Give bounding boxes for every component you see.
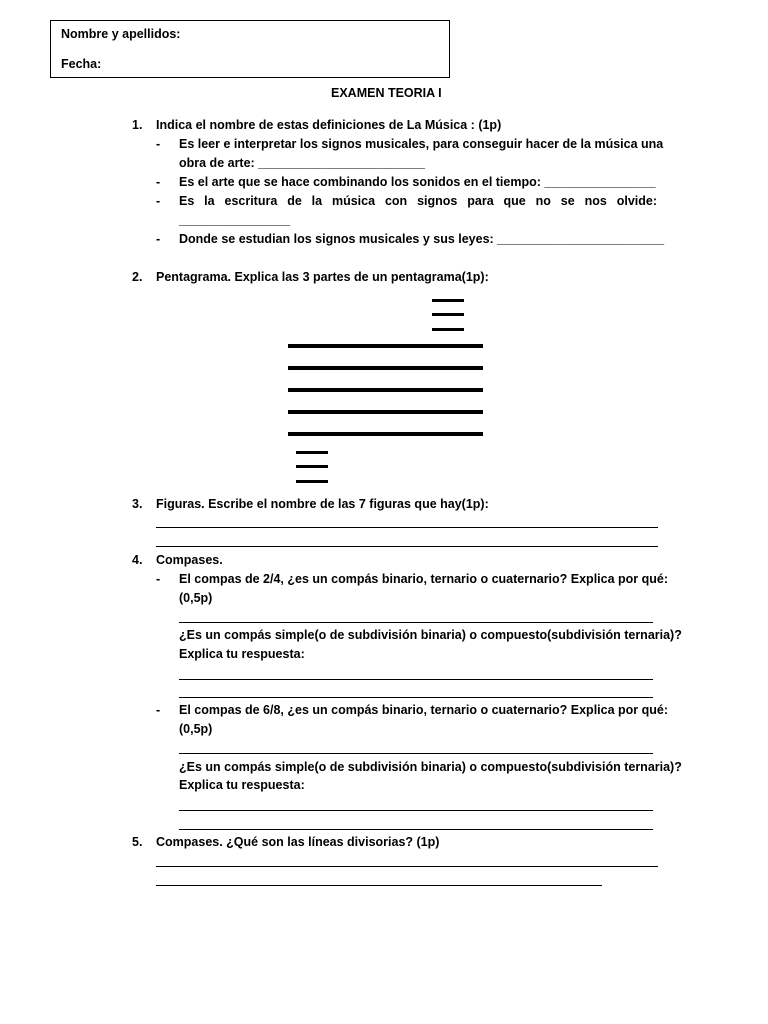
sub-question: ¿Es un compás simple(o de subdivisión binaria) o compuesto(subdivisión ternaria)?: [179, 760, 682, 774]
question-title: [156, 834, 439, 850]
answer-line[interactable]: [156, 527, 658, 528]
definition-item-continued: ________________: [179, 213, 291, 227]
bullet: -: [156, 175, 161, 189]
bullet: -: [156, 232, 161, 246]
answer-line[interactable]: [156, 885, 602, 886]
definition-item: Donde se estudian los signos musicales y sus leyes: ________________________: [179, 232, 665, 246]
ledger-line-below: [296, 465, 328, 468]
bullet: -: [156, 137, 161, 151]
question-title-bold: Pentagrama.: [156, 270, 232, 284]
bullet: -: [156, 572, 161, 586]
question-title-rest: Escribe el nombre de las 7 figuras que hay(1p):: [204, 497, 489, 511]
answer-line[interactable]: [156, 546, 658, 547]
sub-question-prompt: Explica tu respuesta:: [179, 647, 305, 661]
staff-line: [288, 410, 483, 414]
question-title: [156, 269, 489, 285]
staff-line: [288, 432, 483, 436]
date-label: Fecha:: [61, 57, 102, 71]
answer-line[interactable]: [179, 810, 653, 811]
question-number: 2.: [132, 270, 143, 284]
answer-line[interactable]: [179, 829, 653, 830]
answer-line[interactable]: [179, 697, 653, 698]
question-title: Indica el nombre de estas definiciones de La Música : (1p): [156, 118, 502, 132]
ledger-line-above: [432, 328, 464, 331]
definition-item: Es el arte que se hace combinando los sonidos en el tiempo: ________________: [179, 175, 656, 189]
question-title: [156, 496, 489, 512]
answer-line[interactable]: [179, 753, 653, 754]
sub-question-points: (0,5p): [179, 591, 213, 605]
question-title-bold: Compases.: [156, 835, 223, 849]
exam-title: EXAMEN TEORIA I: [331, 86, 442, 100]
student-info-box: [50, 20, 450, 78]
sub-question: El compas de 2/4, ¿es un compás binario, ternario o cuaternario? Explica por qué:: [179, 572, 669, 586]
sub-question-points: (0,5p): [179, 722, 213, 736]
question-number: 1.: [132, 118, 143, 132]
question-title-rest: Explica las 3 partes de un pentagrama(1p):: [231, 270, 489, 284]
answer-line[interactable]: [156, 866, 658, 867]
question-title-rest: ¿Qué son las líneas divisorias? (1p): [222, 835, 440, 849]
answer-line[interactable]: [179, 622, 653, 623]
question-title: Compases.: [156, 553, 223, 567]
sub-question-prompt: Explica tu respuesta:: [179, 778, 305, 792]
ledger-line-below: [296, 451, 328, 454]
staff-line: [288, 366, 483, 370]
ledger-line-above: [432, 299, 464, 302]
question-number: 3.: [132, 497, 143, 511]
sub-question: El compas de 6/8, ¿es un compás binario, ternario o cuaternario? Explica por qué:: [179, 703, 669, 717]
staff-line: [288, 388, 483, 392]
definition-item: Es la escritura de la música con signos para que no se nos olvide:: [179, 194, 657, 208]
sub-question: ¿Es un compás simple(o de subdivisión binaria) o compuesto(subdivisión ternaria)?: [179, 628, 682, 642]
answer-line[interactable]: [179, 679, 653, 680]
definition-item-continued: obra de arte: ________________________: [179, 156, 426, 170]
ledger-line-below: [296, 480, 328, 483]
question-title-bold: Figuras.: [156, 497, 205, 511]
question-number: 4.: [132, 553, 143, 567]
ledger-line-above: [432, 313, 464, 316]
bullet: -: [156, 703, 161, 717]
name-label: Nombre y apellidos:: [61, 27, 181, 41]
question-number: 5.: [132, 835, 143, 849]
staff-line: [288, 344, 483, 348]
bullet: -: [156, 194, 161, 208]
definition-item: Es leer e interpretar los signos musicales, para conseguir hacer de la música una: [179, 137, 664, 151]
